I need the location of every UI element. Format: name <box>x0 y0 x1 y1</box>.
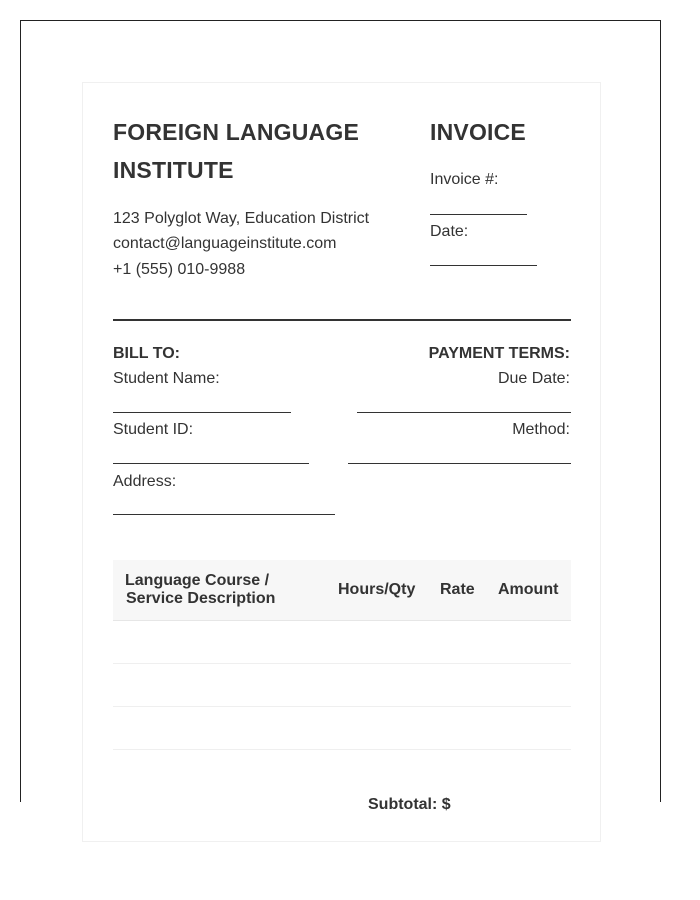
student-id-label: Student ID: <box>113 421 194 438</box>
method-label: Method: <box>512 421 570 438</box>
company-email: contact@languageinstitute.com <box>113 235 337 252</box>
column-hours: Hours/Qty <box>338 581 416 598</box>
student-id-field[interactable] <box>113 463 309 464</box>
subtotal-label: Subtotal: $ <box>368 796 451 813</box>
due-date-field[interactable] <box>357 412 571 413</box>
table-row[interactable] <box>113 749 571 750</box>
company-name <box>113 113 359 189</box>
column-description-line1: Language Course / <box>125 572 270 589</box>
table-row[interactable] <box>113 663 571 664</box>
address-label: Address: <box>113 473 177 490</box>
student-name-field[interactable] <box>113 412 291 413</box>
bill-to-heading: BILL TO: <box>113 345 180 362</box>
invoice-number-field[interactable] <box>430 214 527 215</box>
payment-terms-heading: PAYMENT TERMS: <box>428 345 570 362</box>
page-frame <box>20 20 661 813</box>
invoice-title: INVOICE <box>430 119 526 145</box>
method-field[interactable] <box>348 463 571 464</box>
company-address: 123 Polyglot Way, Education District <box>113 210 370 227</box>
column-rate: Rate <box>440 581 475 598</box>
due-date-label: Due Date: <box>497 370 570 387</box>
company-name-line2: INSTITUTE <box>113 157 234 183</box>
address-field[interactable] <box>113 514 335 515</box>
invoice-number-label: Invoice #: <box>430 171 499 188</box>
table-header <box>113 560 571 621</box>
column-amount: Amount <box>498 581 559 598</box>
invoice-document <box>82 82 601 842</box>
table-row[interactable] <box>113 706 571 707</box>
invoice-date-label: Date: <box>430 223 469 240</box>
student-name-label: Student Name: <box>113 370 220 387</box>
column-description-line2: Service Description <box>126 590 276 607</box>
company-phone: +1 (555) 010-9988 <box>113 261 246 278</box>
invoice-date-field[interactable] <box>430 265 537 266</box>
company-name-line1: FOREIGN LANGUAGE <box>113 119 359 145</box>
column-description <box>125 572 275 608</box>
header-divider <box>113 319 571 321</box>
